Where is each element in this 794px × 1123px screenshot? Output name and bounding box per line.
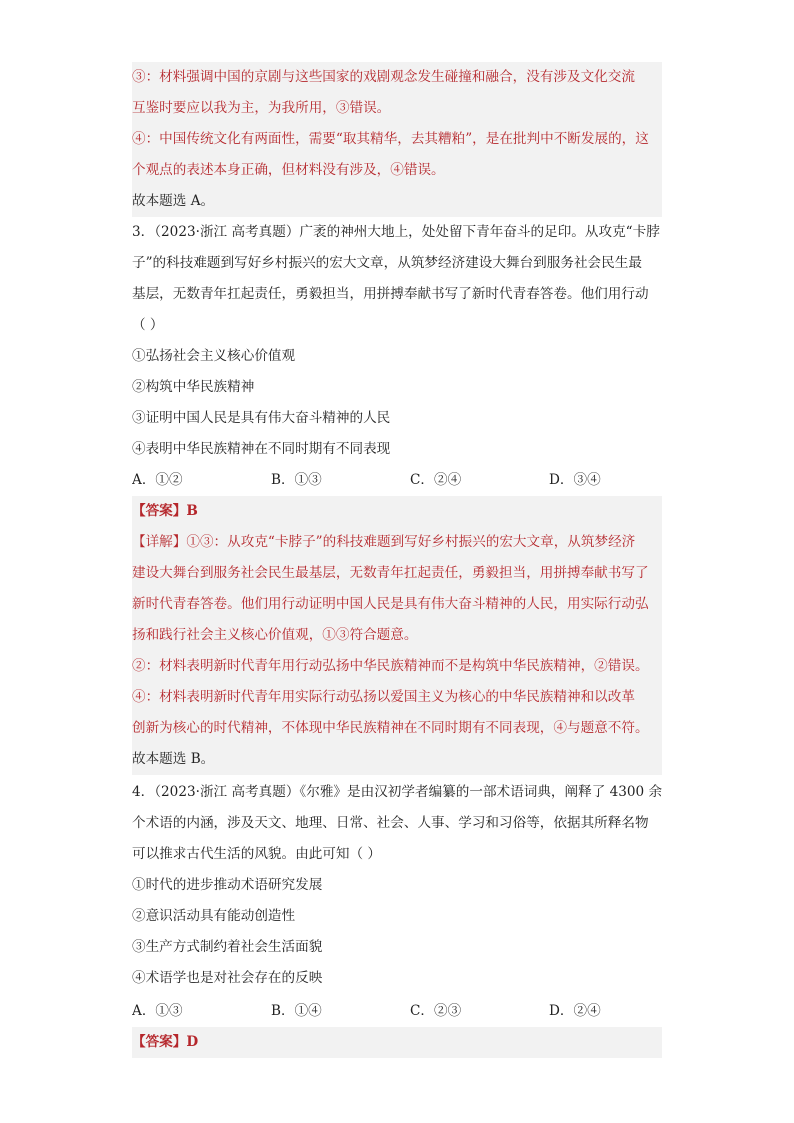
option-b[interactable]: B．①③ bbox=[271, 472, 322, 488]
answer-line: 【答案】D bbox=[132, 1027, 662, 1058]
explanation-line: ③：材料强调中国的京剧与这些国家的戏剧观念发生碰撞和融合，没有涉及文化交流 bbox=[132, 62, 662, 93]
detail-line: 【详解】①③：从攻克“卡脖子”的科技难题到写好乡村振兴的宏大文章，从筑梦经济 bbox=[132, 527, 662, 558]
detail-line: ④：材料表明新时代青年用实际行动弘扬以爱国主义为核心的中华民族精神和以改革 bbox=[132, 682, 662, 713]
option-d[interactable]: D．②④ bbox=[549, 1003, 601, 1019]
question-3-options bbox=[132, 465, 662, 496]
option-a[interactable]: A．①② bbox=[132, 472, 183, 488]
question-4-item: ③生产方式制约着社会生活面貌 bbox=[132, 939, 323, 955]
explanation-line: 互鉴时要应以我为主，为我所用，③错误。 bbox=[132, 93, 662, 124]
option-c[interactable]: C．②④ bbox=[410, 472, 462, 488]
option-c[interactable]: C．②③ bbox=[410, 1003, 462, 1019]
question-3-item: ①弘扬社会主义核心价值观 bbox=[132, 348, 296, 364]
question-3-stem: （ ） bbox=[132, 317, 164, 333]
detail-line: 新时代青春答卷。他们用行动证明中国人民是具有伟大奋斗精神的人民，用实际行动弘 bbox=[132, 589, 662, 620]
question-3-stem: 子”的科技难题到写好乡村振兴的宏大文章，从筑梦经济建设大舞台到服务社会民生最 bbox=[132, 255, 642, 271]
question-4-stem: 4．（2023·浙江 高考真题）《尔雅》是由汉初学者编纂的一部术语词典，阐释了 4300 余 bbox=[132, 784, 662, 800]
question-4-item: ④术语学也是对社会存在的反映 bbox=[132, 970, 323, 986]
question-3-item: ③证明中国人民是具有伟大奋斗精神的人民 bbox=[132, 410, 391, 426]
question-4-options bbox=[132, 996, 662, 1027]
question-3-stem: 基层，无数青年扛起责任，勇毅担当，用拼搏奉献书写了新时代青春答卷。他们用行动 bbox=[132, 286, 649, 302]
detail-line: ②：材料表明新时代青年用行动弘扬中华民族精神而不是构筑中华民族精神，②错误。 bbox=[132, 651, 662, 682]
question-3-item: ④表明中华民族精神在不同时期有不同表现 bbox=[132, 441, 391, 457]
answer-line: 【答案】B bbox=[132, 496, 662, 527]
option-a[interactable]: A．①③ bbox=[132, 1003, 183, 1019]
explanation-line: 个观点的表述本身正确，但材料没有涉及，④错误。 bbox=[132, 155, 662, 186]
option-b[interactable]: B．①④ bbox=[271, 1003, 322, 1019]
question-4-item: ②意识活动具有能动创造性 bbox=[132, 908, 296, 924]
option-d[interactable]: D．③④ bbox=[549, 472, 601, 488]
detail-line: 创新为核心的时代精神，不体现中华民族精神在不同时期有不同表现，④与题意不符。 bbox=[132, 713, 662, 744]
detail-line: 扬和践行社会主义核心价值观，①③符合题意。 bbox=[132, 620, 662, 651]
question-4-stem: 个术语的内涵，涉及天文、地理、日常、社会、人事、学习和习俗等，依据其所释名物 bbox=[132, 815, 649, 831]
question-4-stem: 可以推求古代生活的风貌。由此可知（ ） bbox=[132, 846, 382, 862]
conclusion-line: 故本题选 B。 bbox=[132, 744, 662, 775]
explanation-line: ④：中国传统文化有两面性，需要“取其精华，去其糟粕”，是在批判中不断发展的，这 bbox=[132, 124, 662, 155]
detail-line: 建设大舞台到服务社会民生最基层，无数青年扛起责任，勇毅担当，用拼搏奉献书写了 bbox=[132, 558, 662, 589]
question-4-item: ①时代的进步推动术语研究发展 bbox=[132, 877, 323, 893]
question-3-stem: 3．（2023·浙江 高考真题）广袤的神州大地上，处处留下青年奋斗的足印。从攻克“卡脖 bbox=[132, 224, 660, 240]
conclusion-line: 故本题选 A。 bbox=[132, 186, 662, 217]
question-3-item: ②构筑中华民族精神 bbox=[132, 379, 255, 395]
